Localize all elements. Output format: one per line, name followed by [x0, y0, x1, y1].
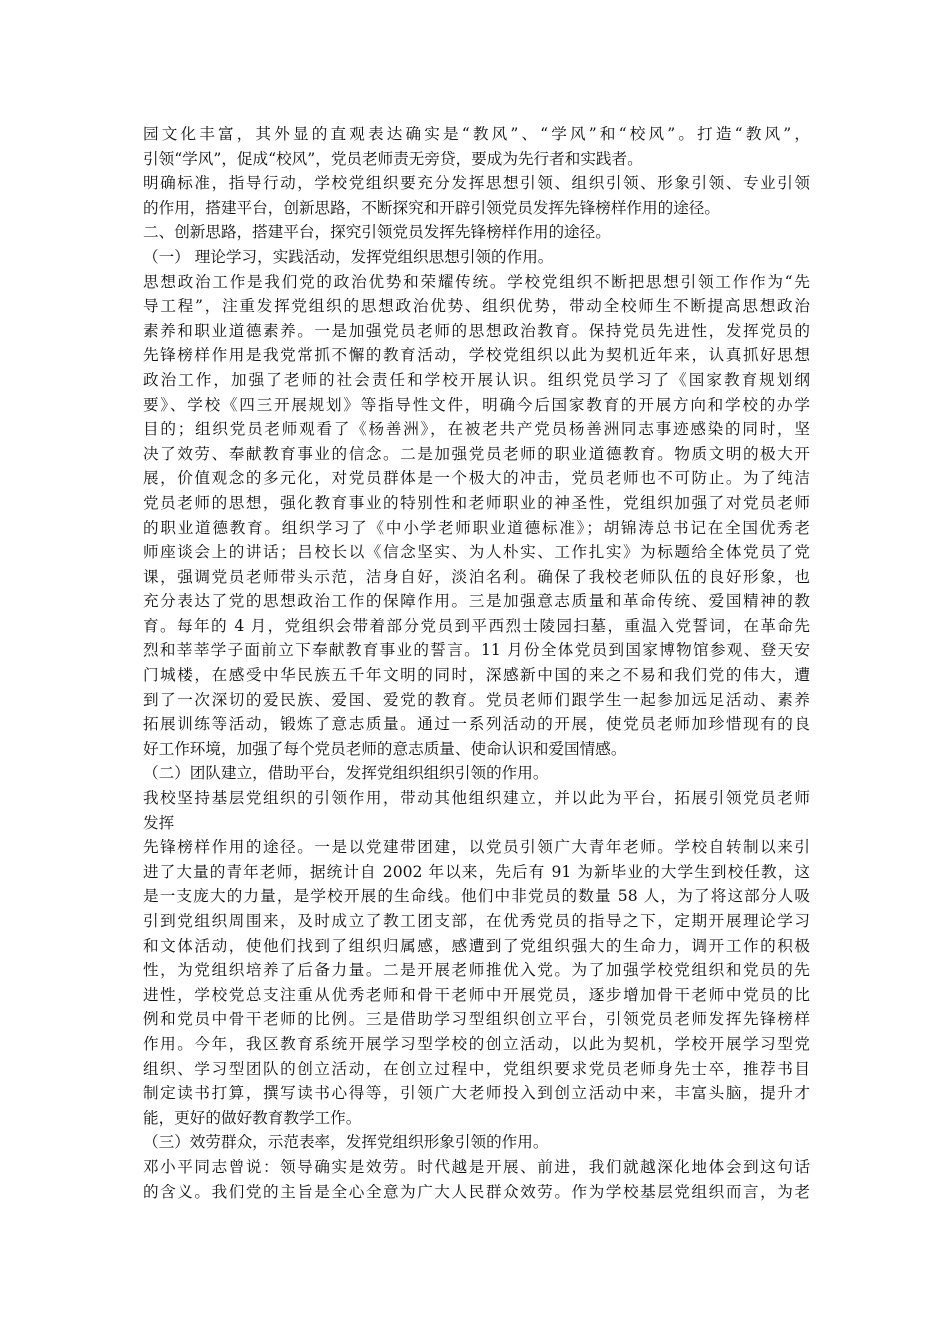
- text-line: 党员老师的思想，强化教育事业的特别性和老师职业的神圣性，党组织加强了对党员老师: [143, 493, 810, 512]
- text-line: 素养和职业道德素养。一是加强党员老师的思想政治教育。保持党员先进性，发挥党员的: [143, 321, 810, 340]
- text-line: 目的；组织党员老师观看了《杨善洲》，在被老共产党员杨善洲同志事迹感染的同时，坚: [143, 420, 810, 439]
- text-line: 师座谈会上的讲话；吕校长以《信念坚实、为人朴实、工作扎实》为标题给全体党员了党: [143, 543, 810, 562]
- text-line: 好工作环境，加强了每个党员老师的意志质量、使命认识和爱国情感。: [143, 739, 627, 758]
- text-line: 例和党员中骨干老师的比例。三是借助学习型组织创立平台，引领党员老师发挥先锋榜样: [143, 1010, 810, 1029]
- text-line: 的职业道德教育。组织学习了《中小学老师职业道德标准》；胡锦涛总书记在全国优秀老: [143, 518, 810, 537]
- text-line: 政治工作，加强了老师的社会责任和学校开展认识。组织党员学习了《国家教育规划纲: [143, 370, 810, 389]
- text-line: 充分表达了党的思想政治工作的保障作用。三是加强意志质量和革命传统、爱国精神的教: [143, 592, 810, 611]
- text-line: 思想政治工作是我们党的政治优势和荣耀传统。学校党组织不断把思想引领工作作为“先: [143, 272, 810, 291]
- text-line: 作用。今年，我区教育系统开展学习型学校的创立活动，以此为契机，学校开展学习型党: [143, 1034, 810, 1053]
- text-line: 的作用，搭建平台，创新思路，不断探究和开辟引领党员发挥先锋榜样作用的途径。: [143, 198, 720, 217]
- text-line: （一） 理论学习，实践活动，发挥党组织思想引领的作用。: [143, 247, 554, 266]
- text-line: 要》、学校《四三开展规划》等指导性文件，明确今后国家教育的开展方向和学校的办学: [143, 395, 810, 414]
- text-line: 发挥: [143, 813, 175, 832]
- text-line: 性，为党组织培养了后备力量。二是开展老师推优入党。为了加强学校党组织和党员的先: [143, 961, 810, 980]
- text-line: 进了大量的青年老师，据统计自 2002 年以来，先后有 91 为新毕业的大学生到校任教，这: [143, 862, 810, 881]
- text-line: 和文体活动，使他们找到了组织归属感，感遭到了党组织强大的生命力，调开工作的积极: [143, 936, 810, 955]
- text-line: 园文化丰富，其外显的直观表达确实是“教风”、“学风”和“校风”。打造“教风”，: [143, 125, 810, 143]
- text-line: 我校坚持基层党组织的引领作用，带动其他组织建立，并以此为平台，拓展引领党员老师: [143, 789, 810, 808]
- text-line: 二、创新思路，搭建平台，探究引领党员发挥先锋榜样作用的途径。: [143, 223, 611, 242]
- text-line: 决了效劳、奉献教育事业的信念。二是加强党员老师的职业道德教育。物质文明的极大开: [143, 444, 810, 463]
- text-line: 引到党组织周围来，及时成立了教工团支部，在优秀党员的指导之下，定期开展理论学习: [143, 912, 810, 930]
- document-page: [143, 122, 810, 1204]
- text-line: 组织、学习型团队的创立活动，在创立过程中，党组织要求党员老师身先士卒，推荐书目: [143, 1059, 810, 1078]
- text-line: 邓小平同志曾说：领导确实是效劳。时代越是开展、前进，我们就越深化地体会到这句话: [143, 1157, 810, 1176]
- text-line: 进性，学校党总支注重从优秀老师和骨干老师中开展党员，逐步增加骨干老师中党员的比: [143, 985, 810, 1004]
- text-line: 烈和莘莘学子面前立下奉献教育事业的誓言。11 月份全体党员到国家博物馆参观、登天安: [143, 641, 810, 660]
- text-line: 先锋榜样作用的途径。一是以党建带团建，以党员引领广大青年老师。学校自转制以来引: [143, 838, 810, 857]
- text-line: 是一支庞大的力量，是学校开展的生命线。他们中非党员的数量 58 人，为了将这部分人吸: [143, 887, 810, 906]
- text-line: 育。每年的 4 月，党组织会带着部分党员到平西烈士陵园扫墓，重温入党誓词，在革命先: [143, 616, 810, 635]
- text-line: 课，强调党员老师带头示范，洁身自好，淡泊名利。确保了我校老师队伍的良好形象，也: [143, 567, 810, 586]
- text-line: 引领“学风”，促成“校风”，党员老师责无旁贷，要成为先行者和实践者。: [143, 149, 643, 168]
- text-line: 明确标准，指导行动，学校党组织要充分发挥思想引领、组织引领、形象引领、专业引领: [143, 174, 810, 193]
- text-line: 门城楼，在感受中华民族五千年文明的同时，深感新中国的来之不易和我们党的伟大，遭: [143, 666, 810, 685]
- text-line: 制定读书打算，撰写读书心得等，引领广大老师投入到创立活动中来，丰富头脑，提升才: [143, 1084, 810, 1103]
- text-line: （二）团队建立，借助平台，发挥党组织组织引领的作用。: [143, 764, 549, 783]
- text-line: 的含义。我们党的主旨是全心全意为广大人民群众效劳。作为学校基层党组织而言，为老: [143, 1182, 810, 1201]
- text-line: 展，价值观念的多元化，对党员群体是一个极大的冲击，党员老师也不可防止。为了纯洁: [143, 469, 810, 488]
- text-line: 能，更好的做好教育教学工作。: [143, 1108, 362, 1127]
- text-line: 拓展训练等活动，锻炼了意志质量。通过一系列活动的开展，使党员老师加珍惜现有的良: [143, 715, 810, 734]
- text-line: 到了一次深切的爱民族、爱国、爱党的教育。党员老师们跟学生一起参加远足活动、素养: [143, 690, 810, 709]
- text-line: （三）效劳群众，示范表率，发挥党组织形象引领的作用。: [143, 1133, 549, 1152]
- text-line: 先锋榜样作用是我党常抓不懈的教育活动，学校党组织以此为契机近年来，认真抓好思想: [143, 346, 810, 365]
- text-line: 导工程”，注重发挥党组织的思想政治优势、组织优势，带动全校师生不断提高思想政治: [143, 297, 810, 316]
